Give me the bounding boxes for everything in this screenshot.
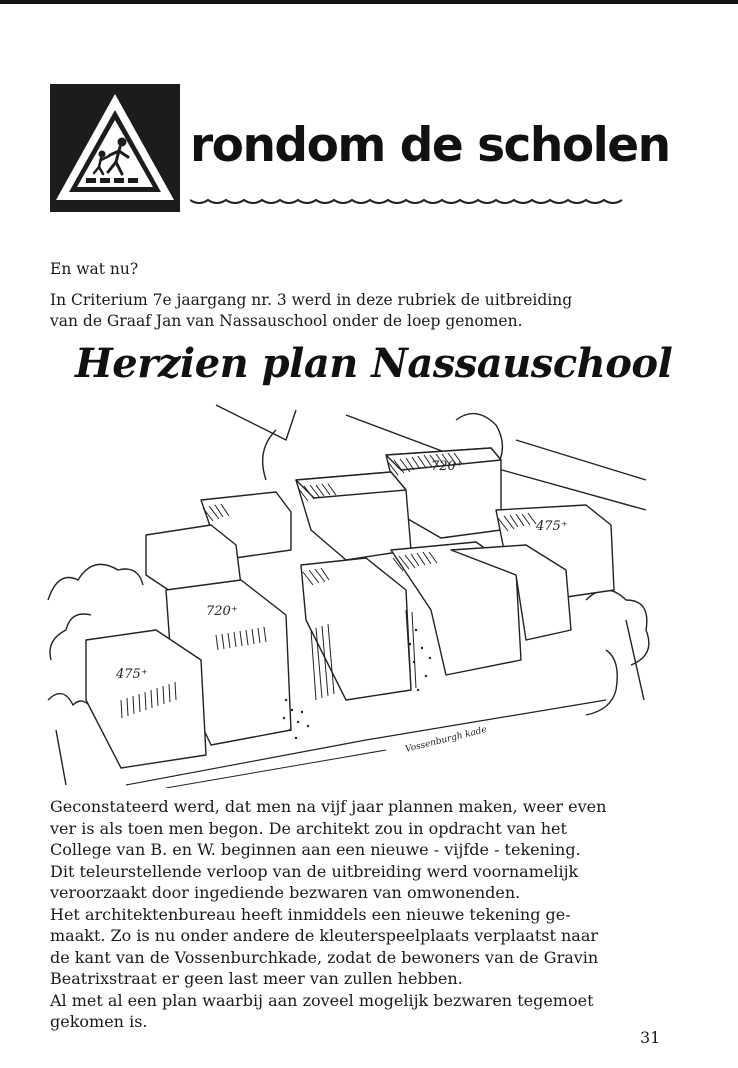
article-headline: Herzien plan Nassauschool: [75, 340, 673, 387]
wavy-underline: [190, 194, 635, 210]
top-rule: [0, 0, 738, 4]
crossing-sign-logo: [50, 84, 180, 212]
paragraph-line: ver is als toen men begon. De architekt zou in opdracht van het: [50, 818, 567, 838]
section-title: rondom de scholen: [190, 118, 670, 173]
page-number: 31: [640, 1028, 661, 1047]
paragraph-line: Beatrixstraat er geen last meer van zullen hebben.: [50, 969, 463, 988]
paragraph-line: gekomen is.: [50, 1012, 148, 1031]
label-475-front: 475⁺: [116, 667, 148, 682]
paragraph-line: maakt. Zo is nu onder andere de kleuterspeelplaats verplaatst naar: [50, 926, 599, 945]
paragraph-line: Al met al een plan waarbij aan zoveel mogelijk bezwaren tegemoet: [50, 990, 594, 1010]
paragraph-line: de kant van de Vossenburchkade, zodat de bewoners van de Gravin: [50, 947, 599, 967]
intro-question: En wat nu?: [50, 260, 139, 278]
intro-paragraph: [50, 290, 650, 332]
main-paragraph: [50, 796, 680, 1033]
paragraph-line: Dit teleurstellende verloop van de uitbreiding werd voornamelijk: [50, 861, 579, 881]
paragraph-line: veroorzaakt door ingediende bezwaren van omwonenden.: [50, 883, 521, 902]
school-plan-drawing: [46, 400, 654, 788]
intro-line: In Criterium 7e jaargang nr. 3 werd in deze rubriek de uitbreiding: [50, 291, 573, 309]
label-720-back: 720⁺: [431, 459, 463, 474]
intro-line: van de Graaf Jan van Nassauschool onder de loep genomen.: [50, 312, 523, 330]
label-720-front: 720⁺: [206, 604, 238, 619]
label-street: Vossenburgh kade: [404, 724, 488, 755]
label-475-right: 475⁺: [536, 519, 568, 534]
paragraph-line: Geconstateerd werd, dat men na vijf jaar plannen maken, weer even: [50, 797, 607, 816]
paragraph-line: Het architektenbureau heeft inmiddels een nieuwe tekening ge-: [50, 904, 571, 924]
paragraph-line: College van B. en W. beginnen aan een nieuwe - vijfde - tekening.: [50, 840, 581, 859]
pedestrian-crossing-icon: [50, 84, 180, 212]
